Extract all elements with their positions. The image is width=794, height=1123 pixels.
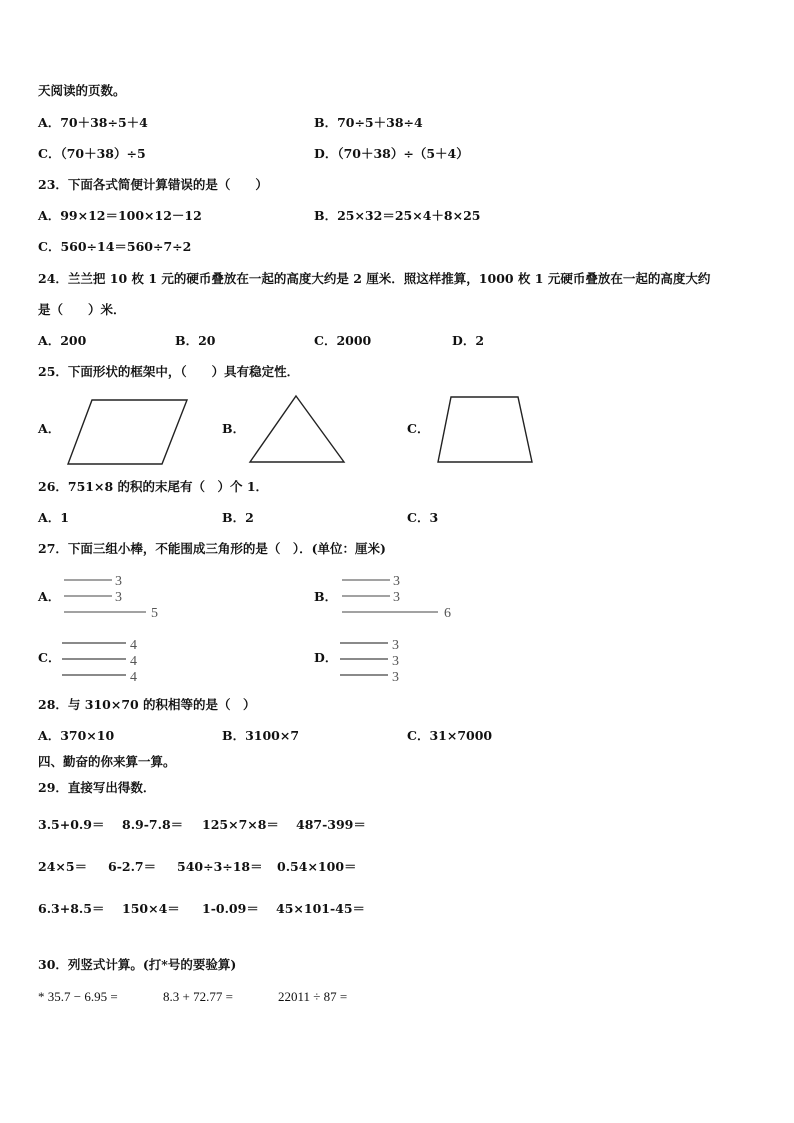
stick-length-label: 4 (130, 670, 137, 685)
q26-option-a: A．1 (38, 510, 69, 525)
q22-option-a: A．70＋38÷5＋4 (38, 115, 148, 130)
q24-option-d: D．2 (452, 333, 485, 348)
q27-label-b: B． (314, 589, 338, 604)
q30-item: 8.3 + 72.77 = (163, 989, 233, 1004)
stick-length-label: 3 (392, 638, 399, 653)
q29-problem: 487-399＝ (296, 817, 366, 832)
stick-length-label: 4 (130, 654, 137, 669)
q28-option-a: A．370×10 (38, 728, 115, 743)
q25-label-c: C． (407, 421, 430, 436)
q23-option-b: B．25×32＝25×4＋8×25 (314, 208, 481, 223)
q30-item: * 35.7 − 6.95 = (38, 989, 118, 1004)
q23-option-a: A．99×12＝100×12－12 (38, 208, 202, 223)
stick-length-label: 4 (130, 638, 137, 653)
stick-length-label: 3 (392, 670, 399, 685)
q27-label-a: A． (38, 589, 61, 604)
q25-label-b: B． (222, 421, 246, 436)
q30-item: 22011 ÷ 87 = (278, 989, 348, 1004)
triangle-shape (248, 394, 346, 464)
q29-problem: 125×7×8＝ (202, 817, 279, 832)
q22-option-c: C．（70＋38）÷5 (38, 146, 146, 161)
q29-problem: 24×5＝ (38, 859, 88, 874)
q24-stem-line2: 是（ ）米． (38, 302, 126, 317)
q26-stem: 26．751×8 的积的末尾有（ ）个 1． (38, 479, 269, 494)
q29-problem: 45×101-45＝ (276, 901, 366, 916)
stick-length-label: 3 (393, 590, 400, 605)
q28-option-b: B．3100×7 (222, 728, 300, 743)
stick-length-label: 3 (393, 574, 400, 589)
q29-problem: 150×4＝ (122, 901, 180, 916)
q28-stem: 28．与 310×70 的积相等的是（ ） (38, 697, 256, 712)
q26-option-c: C．3 (407, 510, 439, 525)
q29-problem: 3.5+0.9＝ (38, 817, 105, 832)
trapezoid-shape (436, 395, 534, 464)
q28-option-c: C．31×7000 (407, 728, 493, 743)
q29-problem: 540÷3÷18＝ (177, 859, 263, 874)
stick-group-c (58, 635, 158, 685)
stick-group-a (60, 572, 180, 622)
q23-stem: 23．下面各式简便计算错误的是（ ） (38, 177, 268, 192)
stick-group-b (338, 572, 468, 622)
q25-label-a: A． (38, 421, 61, 436)
q25-stem: 25．下面形状的框架中，（ ）具有稳定性． (38, 364, 300, 379)
continuation-text: 天阅读的页数。 (38, 83, 126, 98)
q24-option-c: C．2000 (314, 333, 372, 348)
q27-label-c: C． (38, 650, 61, 665)
section-heading: 四、勤奋的你来算一算。 (38, 754, 176, 769)
q23-option-c: C．560÷14＝560÷7÷2 (38, 239, 192, 254)
q26-option-b: B．2 (222, 510, 254, 525)
q27-label-d: D． (314, 650, 338, 665)
q29-problem: 6-2.7＝ (108, 859, 157, 874)
stick-length-label: 3 (115, 574, 122, 589)
stick-length-label: 3 (115, 590, 122, 605)
q24-stem-line1: 24．兰兰把 10 枚 1 元的硬币叠放在一起的高度大约是 2 厘米．照这样推算，1000 枚 1 元硬币叠放在一起的高度大约 (38, 271, 711, 286)
q24-option-b: B．20 (175, 333, 216, 348)
q27-stem: 27．下面三组小棒，不能围成三角形的是（ ）．(单位：厘米) (38, 541, 386, 556)
q29-problem: 6.3+8.5＝ (38, 901, 105, 916)
stick-length-label: 5 (151, 606, 158, 621)
q29-problem: 1-0.09＝ (202, 901, 259, 916)
parallelogram-shape (66, 398, 190, 466)
q29-problem: 0.54×100＝ (277, 859, 357, 874)
stick-length-label: 3 (392, 654, 399, 669)
q30-stem: 30．列竖式计算。(打*号的要验算) (38, 957, 237, 972)
q29-problem: 8.9-7.8＝ (122, 817, 184, 832)
q22-option-d: D．（70＋38）÷（5＋4） (314, 146, 469, 161)
q24-option-a: A．200 (38, 333, 87, 348)
q22-option-b: B．70÷5＋38÷4 (314, 115, 423, 130)
stick-group-d (336, 635, 436, 685)
stick-length-label: 6 (444, 606, 451, 621)
q29-stem: 29．直接写出得数． (38, 780, 156, 795)
